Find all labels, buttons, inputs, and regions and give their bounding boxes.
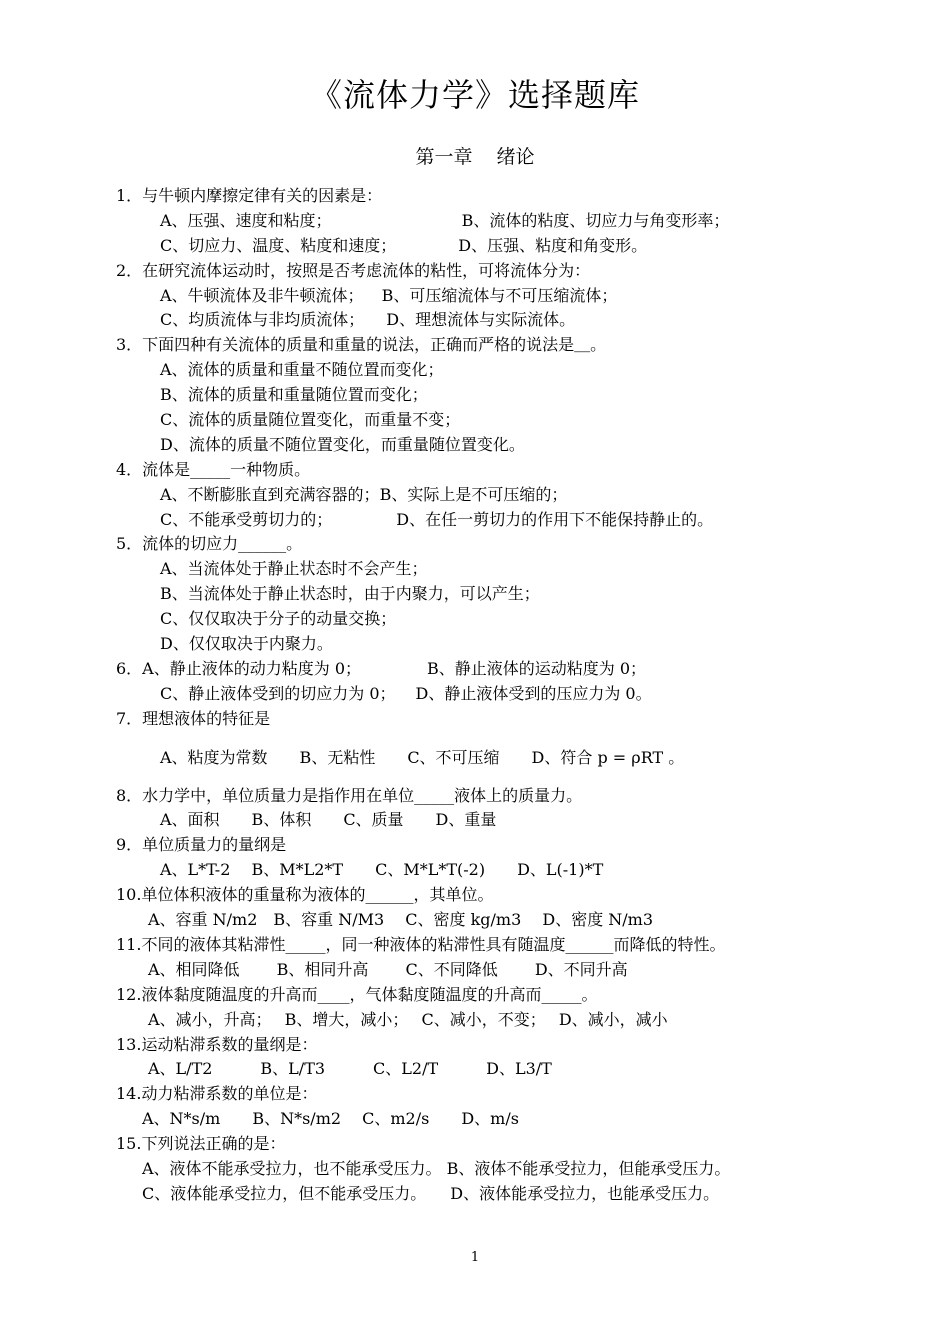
answer-option: C、不能承受剪切力的； xyxy=(160,509,333,529)
question-stem: 7．理想液体的特征是 xyxy=(116,708,271,728)
answer-option: D、流体的质量不随位置变化，而重量随位置变化。 xyxy=(160,434,525,454)
answer-option: A、容重 N/m2 B、容重 N/M3 C、密度 kg/m3 D、密度 N/m3 xyxy=(148,910,654,930)
answer-option: A、压强、速度和粘度； xyxy=(160,210,332,230)
question-stem: 14.动力粘滞系数的单位是： xyxy=(116,1084,318,1104)
answer-option: A、牛顿流体及非牛顿流体； xyxy=(160,285,364,305)
answer-options-row xyxy=(116,308,846,333)
answer-option: B、可压缩流体与不可压缩流体； xyxy=(381,285,618,305)
answer-option: C、仅仅取决于分子的动量交换； xyxy=(160,609,397,629)
answer-option: A、液体不能承受拉力，也不能承受压力。 B、液体不能承受拉力，但能承受压力。 xyxy=(142,1158,731,1178)
answer-option: A、L/T2 B、L/T3 C、L2/T D、L3/T xyxy=(148,1059,552,1079)
answer-option: D、静止液体受到的压应力为 0。 xyxy=(415,683,652,703)
answer-options-row xyxy=(116,483,846,508)
document-title: 《流体力学》选择题库 xyxy=(309,76,640,114)
answer-option: B、实际上是不可压缩的； xyxy=(379,484,568,504)
question-stem-with-options xyxy=(116,657,846,682)
answer-option: A、相同降低 B、相同升高 C、不同降低 D、不同升高 xyxy=(148,959,628,979)
chapter-heading xyxy=(0,142,950,169)
answer-option: A、L*T-2 B、M*L2*T C、M*L*T(-2) D、L(-1)*T xyxy=(160,860,604,880)
question-list xyxy=(116,184,846,1207)
answer-option: C、均质流体与非均质流体； xyxy=(160,310,365,330)
answer-option: D、压强、粘度和角变形。 xyxy=(458,235,648,255)
answer-option: A、当流体处于静止状态时不会产生； xyxy=(160,559,428,579)
answer-option: A、N*s/m B、N*s/m2 C、m2/s D、m/s xyxy=(142,1109,519,1129)
question-stem: 5．流体的切应力______。 xyxy=(116,534,303,554)
page-number: 1 xyxy=(470,1250,480,1265)
answer-option: C、静止液体受到的切应力为 0； xyxy=(160,683,396,703)
question-stem: 10.单位体积液体的重量称为液体的______，其单位。 xyxy=(116,885,494,905)
question-stem: 9．单位质量力的量纲是 xyxy=(116,835,287,855)
answer-options-row xyxy=(116,234,846,259)
answer-options-row xyxy=(116,209,846,234)
answer-option: C、液体能承受拉力，但不能承受压力。 D、液体能承受拉力，也能承受压力。 xyxy=(142,1183,720,1203)
answer-option: A、不断膨胀直到充满容器的； xyxy=(160,484,380,504)
answer-option: B、静止液体的运动粘度为 0； xyxy=(427,658,647,678)
chapter-label: 第一章 xyxy=(415,146,473,168)
question-stem: 12.液体黏度随温度的升高而____，气体黏度随温度的升高而_____。 xyxy=(116,984,598,1004)
answer-options-row xyxy=(116,508,846,533)
answer-option: C、切应力、温度、粘度和速度； xyxy=(160,235,397,255)
answer-options-row xyxy=(116,284,846,309)
answer-options-row: A、粘度为常数 B、无粘性 C、不可压缩 D、符合 p = ρRT 。 xyxy=(160,747,685,767)
chapter-name: 绪论 xyxy=(496,146,535,168)
question-stem: 4．流体是_____一种物质。 xyxy=(116,459,311,479)
answer-options-row xyxy=(116,682,846,707)
question-stem: 15.下列说法正确的是： xyxy=(116,1134,286,1154)
answer-option: C、流体的质量随位置变化，而重量不变； xyxy=(160,410,461,430)
answer-option: A、减小，升高； B、增大，减小； C、减小，不变； D、减小，减小 xyxy=(148,1009,668,1029)
answer-option: A、流体的质量和重量不随位置而变化； xyxy=(160,360,444,380)
question-stem: 1．与牛顿内摩擦定律有关的因素是： xyxy=(116,186,383,205)
question-stem: 3．下面四种有关流体的质量和重量的说法，正确而严格的说法是＿。 xyxy=(116,335,607,355)
question-stem: 11.不同的液体其粘滞性_____，同一种液体的粘滞性具有随温度______而降低的特性。 xyxy=(116,934,726,954)
question-stem: 2．在研究流体运动时，按照是否考虑流体的粘性，可将流体分为： xyxy=(116,260,591,280)
question-stem: 8．水力学中，单位质量力是指作用在单位_____液体上的质量力。 xyxy=(116,785,583,805)
answer-option: B、当流体处于静止状态时，由于内聚力，可以产生； xyxy=(160,584,540,604)
question-stem: 13.运动粘滞系数的量纲是： xyxy=(116,1034,318,1054)
answer-option: B、流体的粘度、切应力与角变形率； xyxy=(461,210,730,230)
answer-option: B、流体的质量和重量随位置而变化； xyxy=(160,385,428,405)
answer-option: A、面积 B、体积 C、质量 D、重量 xyxy=(160,810,497,830)
answer-option: 6．A、静止液体的动力粘度为 0； xyxy=(116,658,362,678)
answer-option: D、在任一剪切力的作用下不能保持静止的。 xyxy=(396,509,714,529)
answer-option: D、仅仅取决于内聚力。 xyxy=(160,634,333,654)
answer-option: D、理想流体与实际流体。 xyxy=(386,310,576,330)
